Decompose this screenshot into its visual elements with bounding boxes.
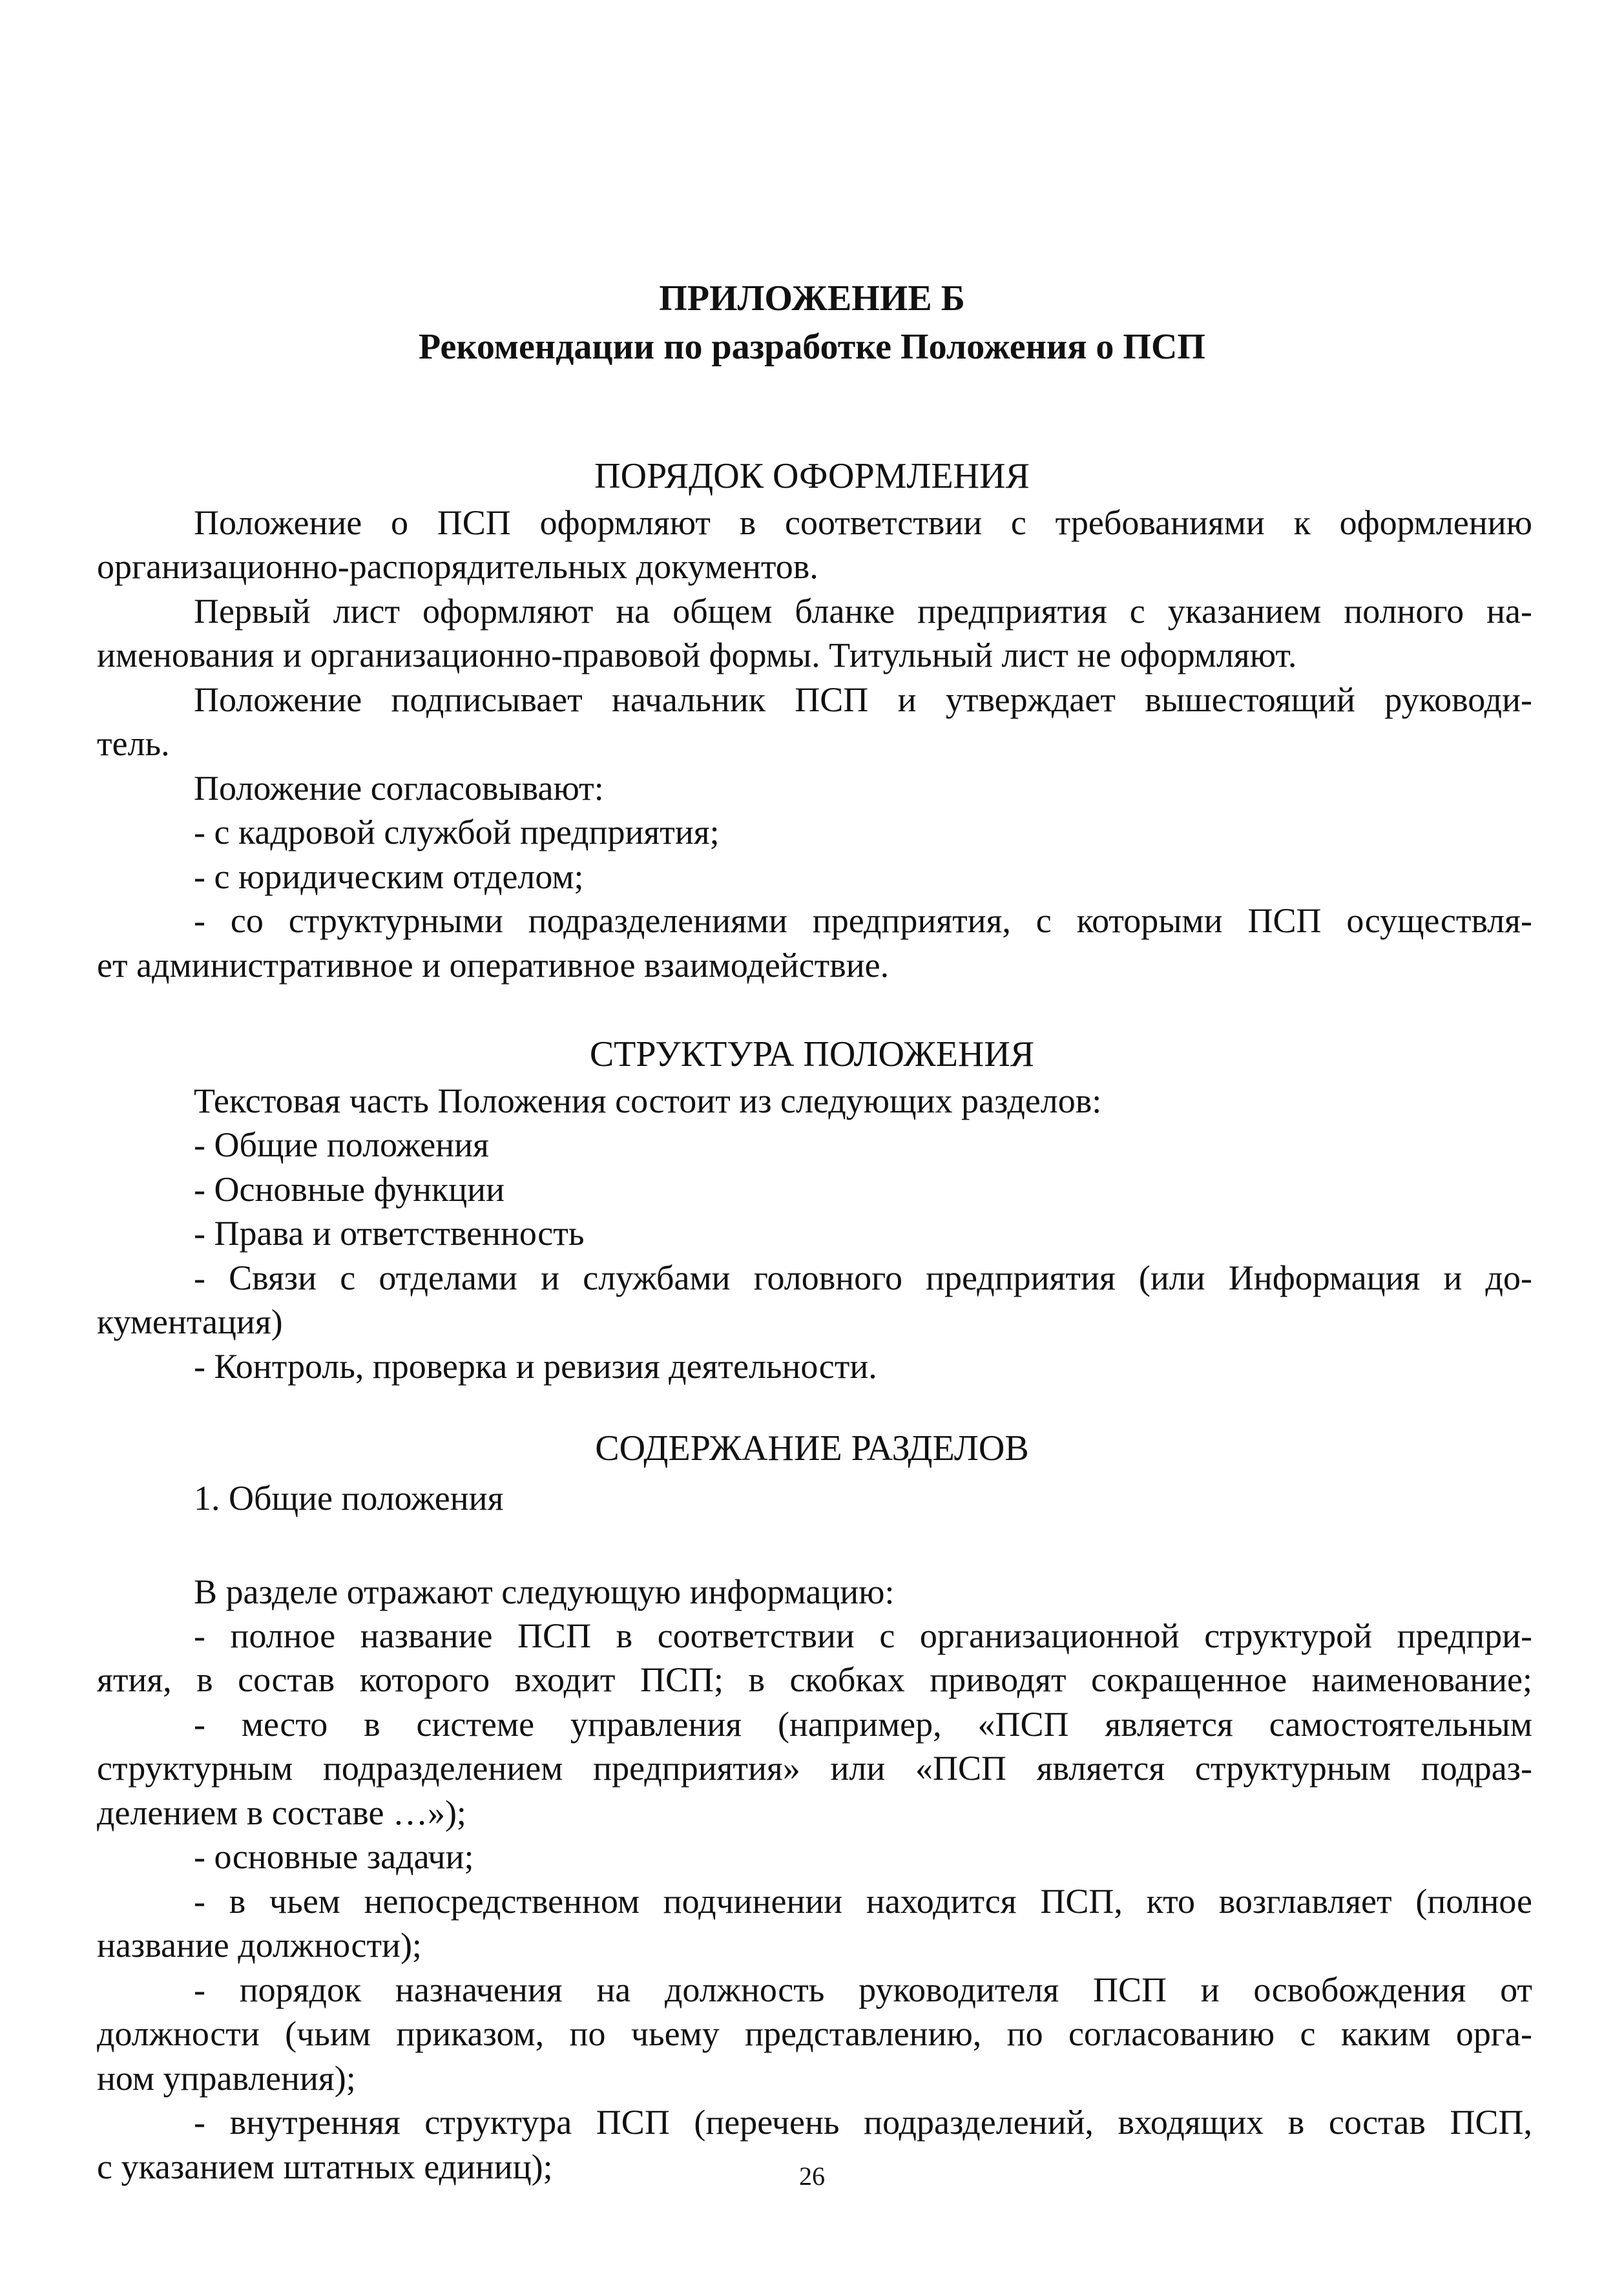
list-item: - в чьем непосредственном подчинении находится ПСП, кто возглавляет (полное xyxy=(194,1882,1532,1921)
list-item: - внутренняя структура ПСП (перечень подразделений, входящих в состав ПСП, xyxy=(194,2103,1532,2142)
list-item: - порядок назначения на должность руководителя ПСП и освобождения от xyxy=(194,1970,1532,2009)
section-heading-content: СОДЕРЖАНИЕ РАЗДЕЛОВ xyxy=(595,1428,1029,1468)
list-item: - основные задачи; xyxy=(194,1837,474,1876)
paragraph-line: именования и организационно-правовой формы. Титульный лист не оформляют. xyxy=(97,636,1297,674)
subsection-title: 1. Общие положения xyxy=(194,1479,504,1518)
paragraph-line: В разделе отражают следующую информацию: xyxy=(194,1572,895,1611)
appendix-subtitle: Рекомендации по разработке Положения о ПСП xyxy=(419,327,1205,367)
list-item: - с кадровой службой предприятия; xyxy=(194,813,720,851)
paragraph-line: организационно-распорядительных документов. xyxy=(97,547,818,586)
page-number: 26 xyxy=(799,2162,825,2191)
paragraph-line: кументация) xyxy=(97,1302,283,1341)
list-item: - Связи с отделами и службами головного предприятия (или Информация и до- xyxy=(194,1258,1532,1297)
paragraph-line: ет административное и оперативное взаимодействие. xyxy=(97,946,890,985)
paragraph-line: Текстовая часть Положения состоит из следующих разделов: xyxy=(194,1081,1102,1120)
list-item: - полное название ПСП в соответствии с организационной структурой предпри- xyxy=(194,1616,1532,1655)
paragraph-line: должности (чьим приказом, по чьему представлению, по согласованию с каким орга- xyxy=(97,2014,1532,2053)
paragraph-line: делением в составе …»); xyxy=(97,1793,466,1832)
paragraph-line: структурным подразделением предприятия» или «ПСП является структурным подраз- xyxy=(97,1749,1532,1788)
list-item: - Контроль, проверка и ревизия деятельности. xyxy=(194,1347,877,1386)
list-item: - с юридическим отделом; xyxy=(194,857,584,896)
list-item: - со структурными подразделениями предприятия, с которыми ПСП осуществля- xyxy=(194,901,1532,940)
paragraph-line: Положение подписывает начальник ПСП и утверждает вышестоящий руководи- xyxy=(194,680,1532,719)
paragraph-line: с указанием штатных единиц); xyxy=(97,2147,553,2186)
list-item: - Основные функции xyxy=(194,1170,505,1209)
list-item: - Общие положения xyxy=(194,1125,489,1164)
paragraph-line: ятия, в состав которого входит ПСП; в скобках приводят сокращенное наименование; xyxy=(97,1660,1532,1699)
paragraph-line: Первый лист оформляют на общем бланке предприятия с указанием полного на- xyxy=(194,592,1532,631)
section-heading-order: ПОРЯДОК ОФОРМЛЕНИЯ xyxy=(594,456,1030,496)
paragraph-line: Положение о ПСП оформляют в соответствии с требованиями к оформлению xyxy=(194,503,1532,542)
appendix-title: ПРИЛОЖЕНИЕ Б xyxy=(659,278,965,318)
paragraph-line: тель. xyxy=(97,724,170,763)
list-item: - место в системе управления (например, «ПСП является самостоятельным xyxy=(194,1705,1532,1744)
list-item: - Права и ответственность xyxy=(194,1214,585,1253)
paragraph-line: Положение согласовывают: xyxy=(194,769,604,808)
paragraph-line: ном управления); xyxy=(97,2059,356,2098)
section-heading-structure: СТРУКТУРА ПОЛОЖЕНИЯ xyxy=(589,1034,1035,1074)
paragraph-line: название должности); xyxy=(97,1926,422,1965)
